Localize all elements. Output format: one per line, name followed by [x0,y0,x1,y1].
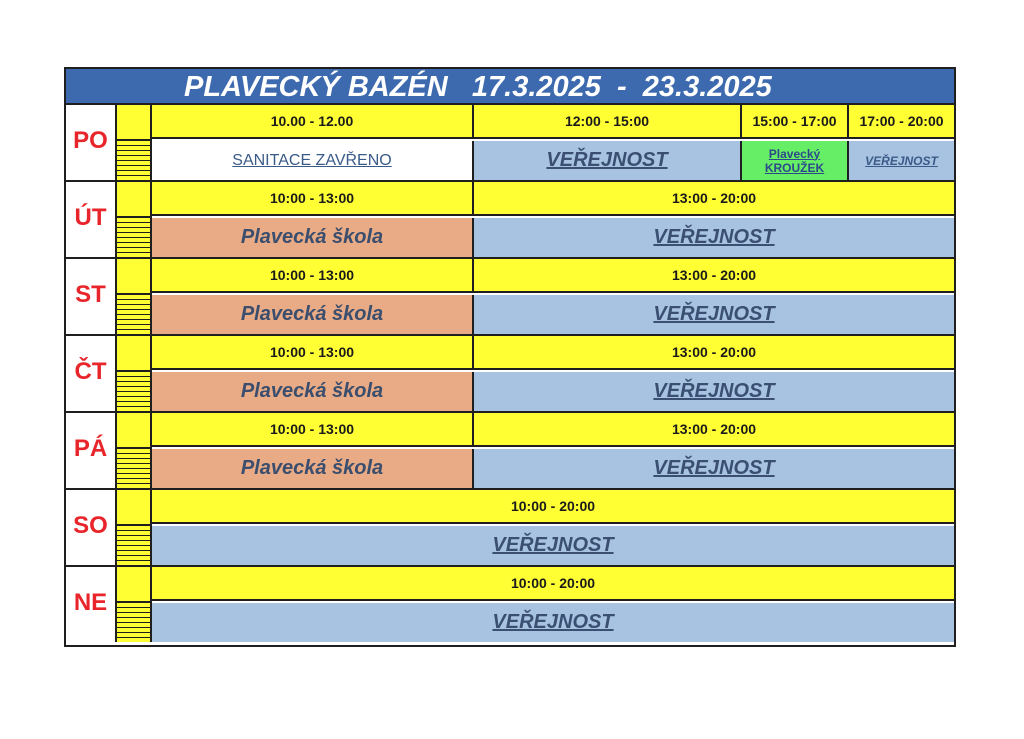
time-slot: 13:00 - 20:00 [474,413,954,447]
activity-public[interactable]: VEŘEJNOST [849,141,954,180]
day-label: NE [66,567,117,642]
time-slot: 17:00 - 20:00 [849,105,954,139]
day-row-ct [66,336,954,413]
activity-public[interactable]: VEŘEJNOST [474,372,954,411]
activity-closed[interactable]: SANITACE ZAVŘENO [152,141,474,180]
schedule-title: PLAVECKÝ BAZÉN 17.3.2025 - 23.3.2025 [184,71,772,103]
day-label: SO [66,490,117,565]
activity-public[interactable]: VEŘEJNOST [474,295,954,334]
activity-swim-school: Plavecká škola [152,218,474,257]
activity-public[interactable]: VEŘEJNOST [152,526,954,565]
activity-swim-school: Plavecká škola [152,449,474,488]
time-slot: 12:00 - 15:00 [474,105,742,139]
day-label: ST [66,259,117,334]
row-strip [117,336,152,411]
row-strip [117,413,152,488]
day-label: PÁ [66,413,117,488]
time-slot: 13:00 - 20:00 [474,336,954,370]
activity-public[interactable]: VEŘEJNOST [152,603,954,642]
row-strip [117,490,152,565]
time-slot: 13:00 - 20:00 [474,259,954,293]
time-slot: 10.00 - 12.00 [152,105,474,139]
time-slot: 10:00 - 20:00 [152,490,954,524]
time-slot: 10:00 - 13:00 [152,259,474,293]
day-row-st [66,259,954,336]
pool-schedule-table [64,67,956,647]
row-strip [117,105,152,180]
row-strip [117,259,152,334]
time-slot: 10:00 - 13:00 [152,413,474,447]
day-row-ne [66,567,954,644]
activity-public[interactable]: VEŘEJNOST [474,141,742,180]
row-strip [117,567,152,642]
time-slot: 15:00 - 17:00 [742,105,849,139]
row-strip [117,182,152,257]
day-row-ut [66,182,954,259]
time-slot: 10:00 - 13:00 [152,182,474,216]
activity-swim-school: Plavecká škola [152,295,474,334]
time-slot: 13:00 - 20:00 [474,182,954,216]
time-slot: 10:00 - 13:00 [152,336,474,370]
day-row-pa [66,413,954,490]
day-label: ÚT [66,182,117,257]
activity-public[interactable]: VEŘEJNOST [474,218,954,257]
schedule-header [66,69,954,105]
day-row-so [66,490,954,567]
time-slot: 10:00 - 20:00 [152,567,954,601]
activity-public[interactable]: VEŘEJNOST [474,449,954,488]
activity-swim-school: Plavecká škola [152,372,474,411]
activity-swim-club[interactable]: Plavecký KROUŽEK [742,141,849,180]
day-label: ČT [66,336,117,411]
day-row-po [66,105,954,182]
day-label: PO [66,105,117,180]
